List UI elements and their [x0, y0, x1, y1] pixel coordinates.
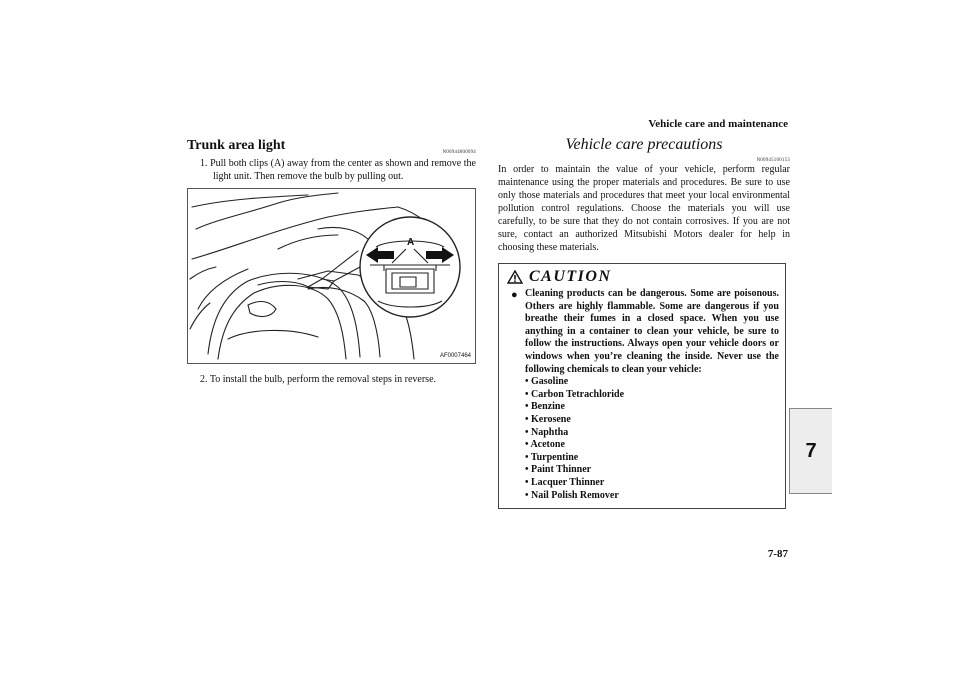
caution-title: CAUTION	[529, 268, 612, 285]
caution-text: Cleaning products can be dangerous. Some are poisonous. Others are highly flammable. Some are dangerous if you breathe their fumes in a closed space. When you use anything in a container to clean your vehicle, be sure to follow the instructions. Always open your vehicle doors or windows when you’re cleaning the inside. Never use the following chemicals to clean your vehicle:	[525, 288, 779, 375]
list-item: • Gasoline	[525, 376, 569, 388]
page-number: 7-87	[767, 548, 788, 560]
section-tab: 7	[789, 408, 832, 494]
vehicle-care-section	[498, 136, 790, 509]
chemical-list	[525, 376, 779, 502]
step-2-text: 2. To install the bulb, perform the removal steps in reverse.	[200, 374, 437, 385]
list-item: • Nail Polish Remover	[525, 489, 619, 501]
trunk-light-drawing	[188, 189, 475, 363]
list-item: • Naphtha	[525, 426, 569, 438]
vehicle-care-heading: Vehicle care precautions	[565, 136, 723, 153]
figure-code: AF0007464	[439, 353, 471, 359]
list-item: • Paint Thinner	[525, 464, 592, 476]
caution-header	[505, 268, 779, 286]
clip-label-a: A	[407, 237, 415, 248]
warning-triangle-icon	[507, 270, 523, 284]
caution-body	[505, 288, 779, 502]
list-item: • Kerosene	[525, 413, 571, 425]
trunk-light-code: N00944800094	[442, 150, 476, 155]
trunk-light-illustration	[187, 188, 476, 364]
trunk-light-heading: Trunk area light	[187, 138, 286, 153]
caution-bullet: ●	[511, 289, 518, 301]
vehicle-care-paragraph: In order to maintain the value of your vehicle, perform regular maintenance using the proper materials and procedures. Be sure to use only those materials and procedures that meet your local environmental pollution control regulations. Choose the materials you will use carefully, to be sure that they do not contain corrosives. If you are not sure, contact an authorized Mitsubishi Motors dealer for help in choosing these materials.	[498, 164, 790, 253]
caution-box	[498, 263, 786, 509]
list-item: • Carbon Tetrachloride	[525, 388, 625, 400]
trunk-light-section	[187, 136, 476, 386]
list-item: • Acetone	[525, 439, 565, 451]
trunk-light-heading-row	[187, 136, 476, 156]
step-1-text: 1. Pull both clips (A) away from the center as shown and remove the light unit. Then remove the bulb by pulling out.	[200, 158, 476, 182]
list-item: • Lacquer Thinner	[525, 476, 605, 488]
list-item: • Benzine	[525, 401, 565, 413]
vehicle-care-code: N00945100153	[756, 158, 790, 163]
running-header: Vehicle care and maintenance	[648, 118, 788, 130]
list-item: • Turpentine	[525, 451, 579, 463]
